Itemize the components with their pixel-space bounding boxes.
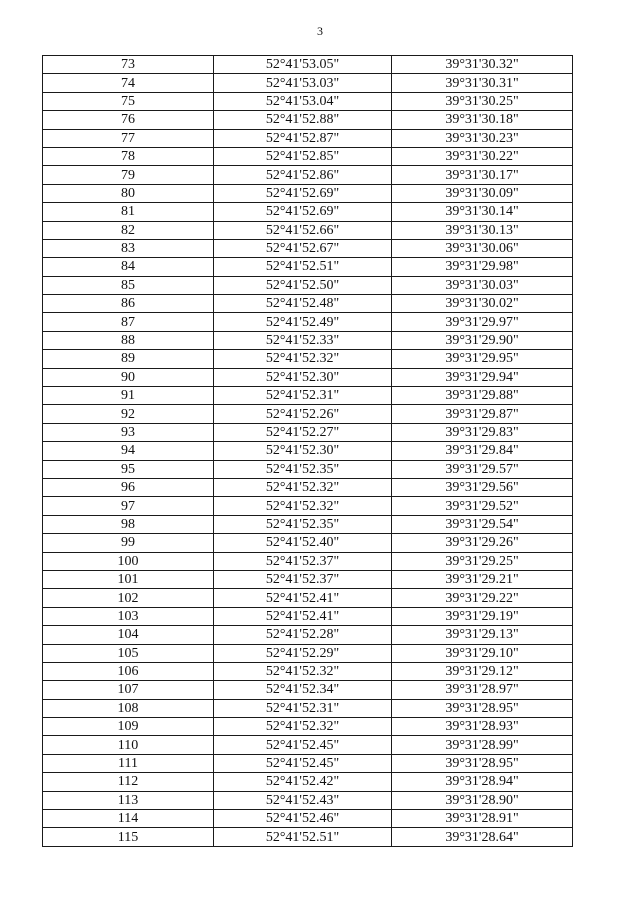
point-number-cell: 100 [43,552,214,570]
table-row [43,828,573,846]
longitude-cell: 39°31'29.98" [392,258,573,276]
table-row [43,166,573,184]
table-row [43,607,573,625]
longitude-cell: 39°31'29.26" [392,534,573,552]
point-number-cell: 103 [43,607,214,625]
point-number-cell: 93 [43,423,214,441]
latitude-cell: 52°41'52.29" [214,644,392,662]
latitude-cell: 52°41'53.05" [214,56,392,74]
latitude-cell: 52°41'52.34" [214,681,392,699]
latitude-cell: 52°41'52.35" [214,515,392,533]
table-row [43,92,573,110]
longitude-cell: 39°31'28.97" [392,681,573,699]
table-row [43,570,573,588]
coordinates-table-body [43,56,573,847]
table-row [43,442,573,460]
longitude-cell: 39°31'30.32" [392,56,573,74]
latitude-cell: 52°41'52.40" [214,534,392,552]
longitude-cell: 39°31'29.22" [392,589,573,607]
table-row [43,552,573,570]
latitude-cell: 52°41'52.28" [214,626,392,644]
latitude-cell: 52°41'52.50" [214,276,392,294]
table-row [43,810,573,828]
point-number-cell: 110 [43,736,214,754]
point-number-cell: 111 [43,754,214,772]
table-row [43,699,573,717]
point-number-cell: 86 [43,295,214,313]
latitude-cell: 52°41'52.45" [214,754,392,772]
longitude-cell: 39°31'30.18" [392,111,573,129]
latitude-cell: 52°41'52.42" [214,773,392,791]
point-number-cell: 115 [43,828,214,846]
table-row [43,147,573,165]
point-number-cell: 80 [43,184,214,202]
table-row [43,423,573,441]
latitude-cell: 52°41'52.49" [214,313,392,331]
latitude-cell: 52°41'52.32" [214,350,392,368]
point-number-cell: 104 [43,626,214,644]
longitude-cell: 39°31'30.14" [392,203,573,221]
point-number-cell: 106 [43,662,214,680]
point-number-cell: 97 [43,497,214,515]
point-number-cell: 108 [43,699,214,717]
table-row [43,276,573,294]
point-number-cell: 87 [43,313,214,331]
table-row [43,754,573,772]
latitude-cell: 52°41'52.41" [214,589,392,607]
longitude-cell: 39°31'28.95" [392,699,573,717]
table-row [43,405,573,423]
point-number-cell: 79 [43,166,214,184]
latitude-cell: 52°41'52.87" [214,129,392,147]
table-row [43,387,573,405]
latitude-cell: 52°41'52.30" [214,368,392,386]
longitude-cell: 39°31'28.94" [392,773,573,791]
latitude-cell: 52°41'52.27" [214,423,392,441]
table-row [43,626,573,644]
table-row [43,681,573,699]
longitude-cell: 39°31'29.52" [392,497,573,515]
longitude-cell: 39°31'29.84" [392,442,573,460]
point-number-cell: 89 [43,350,214,368]
point-number-cell: 114 [43,810,214,828]
latitude-cell: 52°41'52.85" [214,147,392,165]
longitude-cell: 39°31'29.25" [392,552,573,570]
longitude-cell: 39°31'30.22" [392,147,573,165]
latitude-cell: 52°41'52.37" [214,570,392,588]
point-number-cell: 98 [43,515,214,533]
point-number-cell: 112 [43,773,214,791]
point-number-cell: 74 [43,74,214,92]
table-row [43,184,573,202]
longitude-cell: 39°31'30.23" [392,129,573,147]
point-number-cell: 82 [43,221,214,239]
longitude-cell: 39°31'29.83" [392,423,573,441]
table-row [43,662,573,680]
point-number-cell: 92 [43,405,214,423]
point-number-cell: 84 [43,258,214,276]
longitude-cell: 39°31'30.25" [392,92,573,110]
latitude-cell: 52°41'52.45" [214,736,392,754]
table-row [43,350,573,368]
latitude-cell: 52°41'52.69" [214,203,392,221]
longitude-cell: 39°31'29.57" [392,460,573,478]
table-row [43,74,573,92]
longitude-cell: 39°31'29.56" [392,478,573,496]
longitude-cell: 39°31'29.10" [392,644,573,662]
longitude-cell: 39°31'29.90" [392,331,573,349]
table-row [43,534,573,552]
longitude-cell: 39°31'28.95" [392,754,573,772]
table-row [43,368,573,386]
latitude-cell: 52°41'52.26" [214,405,392,423]
longitude-cell: 39°31'30.09" [392,184,573,202]
table-row [43,221,573,239]
longitude-cell: 39°31'29.19" [392,607,573,625]
point-number-cell: 95 [43,460,214,478]
latitude-cell: 52°41'52.88" [214,111,392,129]
table-row [43,331,573,349]
latitude-cell: 52°41'52.41" [214,607,392,625]
point-number-cell: 78 [43,147,214,165]
page-number: 3 [317,24,323,38]
latitude-cell: 52°41'52.33" [214,331,392,349]
longitude-cell: 39°31'30.02" [392,295,573,313]
point-number-cell: 88 [43,331,214,349]
point-number-cell: 109 [43,718,214,736]
longitude-cell: 39°31'28.93" [392,718,573,736]
latitude-cell: 52°41'52.51" [214,258,392,276]
longitude-cell: 39°31'28.99" [392,736,573,754]
point-number-cell: 81 [43,203,214,221]
table-row [43,295,573,313]
longitude-cell: 39°31'29.88" [392,387,573,405]
table-row [43,56,573,74]
point-number-cell: 90 [43,368,214,386]
longitude-cell: 39°31'28.91" [392,810,573,828]
latitude-cell: 52°41'52.32" [214,497,392,515]
point-number-cell: 113 [43,791,214,809]
table-row [43,497,573,515]
point-number-cell: 99 [43,534,214,552]
longitude-cell: 39°31'29.94" [392,368,573,386]
longitude-cell: 39°31'28.64" [392,828,573,846]
latitude-cell: 52°41'53.04" [214,92,392,110]
longitude-cell: 39°31'29.21" [392,570,573,588]
table-row [43,258,573,276]
longitude-cell: 39°31'29.13" [392,626,573,644]
longitude-cell: 39°31'30.03" [392,276,573,294]
longitude-cell: 39°31'30.13" [392,221,573,239]
table-row [43,129,573,147]
table-row [43,239,573,257]
point-number-cell: 73 [43,56,214,74]
point-number-cell: 107 [43,681,214,699]
latitude-cell: 52°41'52.32" [214,718,392,736]
point-number-cell: 83 [43,239,214,257]
latitude-cell: 52°41'52.66" [214,221,392,239]
latitude-cell: 52°41'52.48" [214,295,392,313]
longitude-cell: 39°31'30.17" [392,166,573,184]
latitude-cell: 52°41'52.31" [214,699,392,717]
point-number-cell: 75 [43,92,214,110]
latitude-cell: 52°41'52.32" [214,662,392,680]
longitude-cell: 39°31'29.97" [392,313,573,331]
latitude-cell: 52°41'53.03" [214,74,392,92]
latitude-cell: 52°41'52.67" [214,239,392,257]
table-row [43,644,573,662]
point-number-cell: 77 [43,129,214,147]
table-row [43,313,573,331]
latitude-cell: 52°41'52.46" [214,810,392,828]
table-row [43,203,573,221]
point-number-cell: 96 [43,478,214,496]
latitude-cell: 52°41'52.32" [214,478,392,496]
point-number-cell: 105 [43,644,214,662]
latitude-cell: 52°41'52.30" [214,442,392,460]
table-row [43,111,573,129]
table-row [43,478,573,496]
point-number-cell: 91 [43,387,214,405]
point-number-cell: 76 [43,111,214,129]
point-number-cell: 101 [43,570,214,588]
latitude-cell: 52°41'52.86" [214,166,392,184]
latitude-cell: 52°41'52.31" [214,387,392,405]
longitude-cell: 39°31'28.90" [392,791,573,809]
table-row [43,718,573,736]
table-row [43,589,573,607]
longitude-cell: 39°31'29.12" [392,662,573,680]
longitude-cell: 39°31'29.87" [392,405,573,423]
table-row [43,791,573,809]
longitude-cell: 39°31'29.54" [392,515,573,533]
latitude-cell: 52°41'52.51" [214,828,392,846]
table-row [43,460,573,478]
longitude-cell: 39°31'30.31" [392,74,573,92]
latitude-cell: 52°41'52.35" [214,460,392,478]
longitude-cell: 39°31'29.95" [392,350,573,368]
point-number-cell: 102 [43,589,214,607]
point-number-cell: 85 [43,276,214,294]
table-row [43,515,573,533]
table-row [43,773,573,791]
latitude-cell: 52°41'52.43" [214,791,392,809]
latitude-cell: 52°41'52.37" [214,552,392,570]
table-row [43,736,573,754]
point-number-cell: 94 [43,442,214,460]
longitude-cell: 39°31'30.06" [392,239,573,257]
latitude-cell: 52°41'52.69" [214,184,392,202]
coordinates-table [42,55,573,847]
